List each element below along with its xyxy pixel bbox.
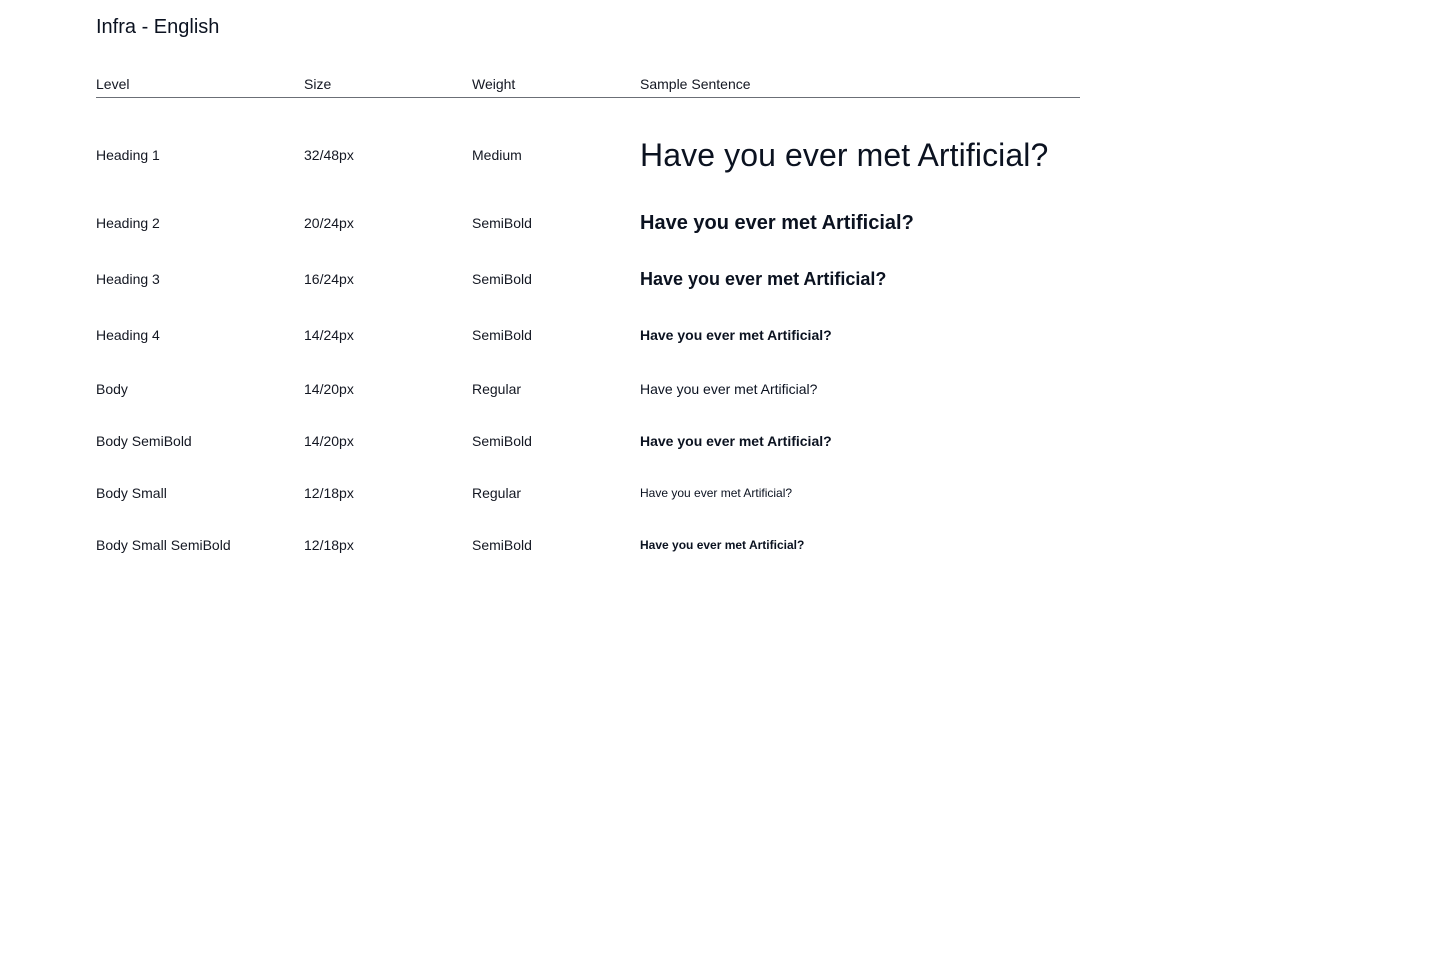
- row-level: Body SemiBold: [96, 433, 192, 449]
- table-row: [96, 211, 1080, 235]
- column-header-size: Size: [304, 75, 332, 92]
- column-header-level: Level: [96, 75, 130, 92]
- row-level: Body Small SemiBold: [96, 537, 231, 553]
- row-level: Heading 1: [96, 147, 160, 163]
- row-level: Body Small: [96, 485, 167, 501]
- row-size: 14/20px: [304, 381, 354, 397]
- row-size: 14/24px: [304, 327, 354, 343]
- row-sample: Have you ever met Artificial?: [640, 327, 832, 343]
- row-weight: SemiBold: [472, 433, 532, 449]
- row-size: 20/24px: [304, 215, 354, 231]
- column-header-weight: Weight: [472, 75, 516, 92]
- row-sample: Have you ever met Artificial?: [640, 538, 805, 552]
- row-weight: SemiBold: [472, 327, 532, 343]
- table-row: [96, 379, 1080, 399]
- table-row: [96, 431, 1080, 451]
- row-level: Heading 4: [96, 327, 160, 343]
- table-row: [96, 267, 1080, 291]
- row-weight: SemiBold: [472, 537, 532, 553]
- row-weight: Regular: [472, 485, 522, 501]
- row-sample: Have you ever met Artificial?: [640, 381, 818, 397]
- row-weight: SemiBold: [472, 215, 532, 231]
- row-sample: Have you ever met Artificial?: [640, 433, 832, 449]
- row-weight: SemiBold: [472, 271, 532, 287]
- page-title: Infra - English: [96, 16, 220, 38]
- row-sample: Have you ever met Artificial?: [640, 212, 914, 234]
- table-row: [96, 483, 1080, 503]
- row-level: Heading 2: [96, 215, 160, 231]
- row-size: 14/20px: [304, 433, 354, 449]
- row-weight: Medium: [472, 147, 522, 163]
- row-weight: Regular: [472, 381, 522, 397]
- row-sample: Have you ever met Artificial?: [640, 137, 1049, 173]
- row-level: Heading 3: [96, 271, 160, 287]
- row-size: 12/18px: [304, 485, 354, 501]
- table-row: [96, 535, 1080, 555]
- column-header-sample: Sample Sentence: [640, 75, 751, 92]
- table-row: [96, 323, 1080, 347]
- row-size: 32/48px: [304, 147, 354, 163]
- row-sample: Have you ever met Artificial?: [640, 269, 887, 289]
- row-sample: Have you ever met Artificial?: [640, 486, 793, 500]
- table-header: [96, 70, 1080, 98]
- row-size: 16/24px: [304, 271, 354, 287]
- row-size: 12/18px: [304, 537, 354, 553]
- row-level: Body: [96, 381, 128, 397]
- typography-table: [96, 70, 1080, 553]
- table-row: [96, 131, 1080, 179]
